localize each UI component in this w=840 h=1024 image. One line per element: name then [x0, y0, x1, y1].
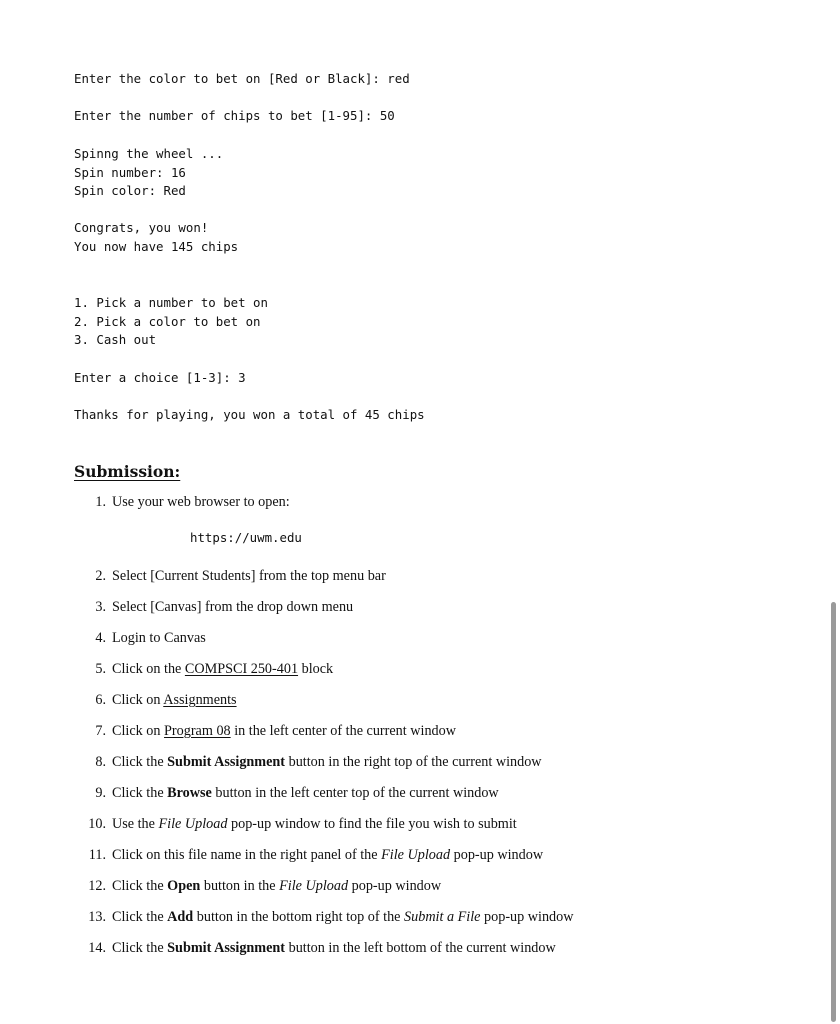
submission-step — [74, 814, 774, 834]
submission-step — [74, 845, 774, 865]
step-number: 3. — [95, 599, 106, 615]
step-text: pop-up window — [348, 878, 442, 894]
console-line: You now have 145 chips — [74, 238, 239, 254]
console-line: Spin number: 16 — [74, 164, 186, 180]
submission-step — [74, 721, 774, 741]
console-line: Enter a choice [1-3]: 3 — [74, 370, 246, 385]
step-text: Click on — [112, 692, 164, 708]
step-text: block — [298, 661, 334, 677]
console-line: Enter the number of chips to bet [1-95]: 50 — [74, 108, 395, 123]
step-text: Select [Current Students] from the top menu bar — [112, 568, 386, 584]
step-text: pop-up window to find the file you wish to submit — [227, 816, 517, 832]
step-text: Use the — [112, 816, 159, 832]
submission-step — [74, 876, 774, 896]
submission-step — [74, 783, 774, 803]
submission-step — [74, 938, 774, 958]
step-text: Select [Canvas] from the drop down menu — [112, 599, 354, 615]
submission-step — [74, 752, 774, 772]
step-link[interactable]: Assignments — [163, 692, 237, 708]
step-bold-text: Submit Assignment — [167, 940, 286, 956]
step-bold-text: Browse — [167, 785, 212, 801]
submission-heading: Submission: — [74, 462, 181, 481]
submission-step — [74, 690, 774, 710]
step-italic-text: File Upload — [381, 847, 451, 863]
step-text: Click the — [112, 940, 168, 956]
console-line: Enter the color to bet on [Red or Black]: red — [74, 71, 410, 86]
submission-step — [74, 566, 774, 586]
step-text: button in the left bottom of the current window — [285, 940, 556, 956]
submission-step — [74, 628, 774, 648]
submission-step — [74, 907, 774, 927]
step-italic-text: File Upload — [279, 878, 349, 894]
step-text: Click on the — [112, 661, 185, 677]
step-text: Login to Canvas — [112, 630, 206, 646]
scrollbar-thumb[interactable] — [831, 602, 836, 1022]
submission-url: https://uwm.edu — [190, 530, 302, 545]
submission-step — [74, 597, 774, 617]
step-bold-text: Open — [167, 878, 201, 894]
step-text: Use your web browser to open: — [112, 494, 290, 510]
step-number: 12. — [88, 878, 106, 894]
step-text: button in the — [200, 878, 280, 894]
step-link[interactable]: COMPSCI 250-401 — [184, 661, 299, 677]
step-text: button in the bottom right top of the — [193, 909, 405, 925]
step-number: 4. — [95, 630, 106, 646]
step-text: Click on — [112, 723, 165, 739]
step-text: Click the — [112, 909, 168, 925]
console-line: Congrats, you won! — [74, 220, 209, 235]
submission-step — [74, 659, 774, 679]
vertical-scrollbar[interactable] — [826, 0, 840, 1024]
step-text: Click the — [112, 878, 168, 894]
console-line: 3. Cash out — [74, 332, 157, 347]
console-line: Thanks for playing, you won a total of 45 chips — [74, 407, 425, 422]
console-line: Spin color: Red — [74, 183, 186, 198]
step-number: 13. — [88, 909, 106, 925]
step-link[interactable]: Program 08 — [164, 723, 231, 739]
step-text: button in the left center top of the current window — [211, 785, 499, 801]
step-italic-text: Submit a File — [404, 909, 481, 925]
step-number: 2. — [95, 568, 106, 584]
step-text: button in the right top of the current window — [285, 754, 542, 770]
step-text: pop-up window — [480, 909, 574, 925]
step-number: 11. — [88, 847, 106, 863]
step-text: Click the — [112, 754, 168, 770]
step-number: 10. — [88, 816, 106, 832]
step-bold-text: Submit Assignment — [167, 754, 286, 770]
step-italic-text: File Upload — [158, 816, 228, 832]
step-text: pop-up window — [450, 847, 544, 863]
step-number: 5. — [95, 661, 106, 677]
step-text: in the left center of the current window — [230, 723, 456, 739]
console-line: 2. Pick a color to bet on — [74, 313, 261, 329]
step-bold-text: Add — [167, 909, 194, 925]
step-number: 6. — [95, 692, 106, 708]
submission-step — [74, 492, 774, 512]
step-number: 1. — [95, 494, 106, 510]
console-line: Spinng the wheel ... — [74, 146, 224, 161]
step-text: Click on this file name in the right panel of the — [112, 847, 382, 863]
step-number: 8. — [95, 754, 106, 770]
step-text: Click the — [112, 785, 168, 801]
step-number: 14. — [88, 940, 106, 956]
console-line: 1. Pick a number to bet on — [74, 295, 268, 310]
step-number: 9. — [95, 785, 106, 801]
step-number: 7. — [95, 723, 106, 739]
